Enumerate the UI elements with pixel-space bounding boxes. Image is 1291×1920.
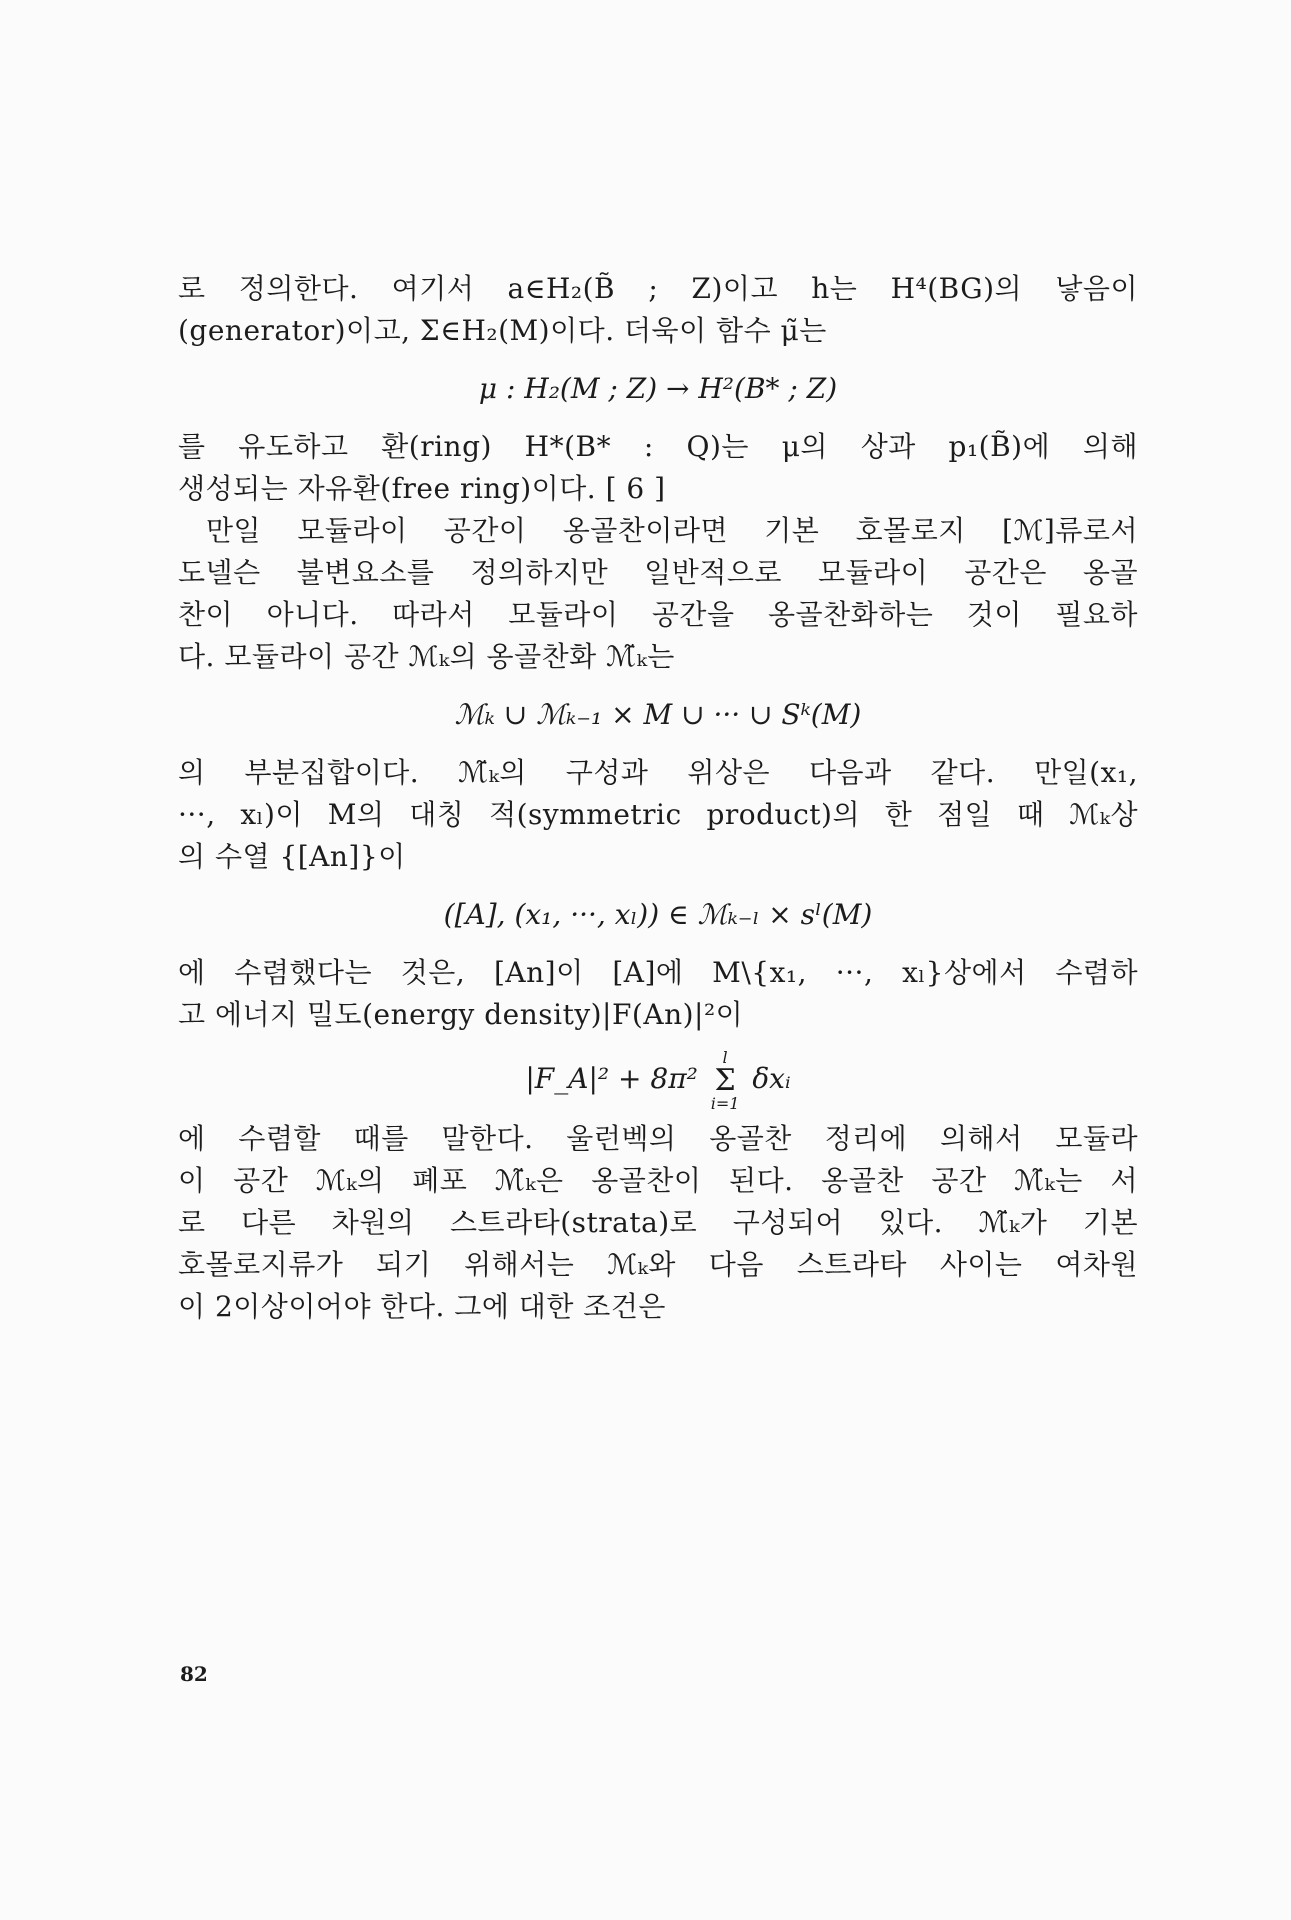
text-line: 찬이 아니다. 따라서 모듈라이 공간을 옹골찬화하는 것이 필요하 — [178, 598, 1138, 631]
text-line: 이 2이상이어야 한다. 그에 대한 조건은 — [178, 1290, 666, 1323]
text-line: ···, xₗ)이 M의 대칭 적(symmetric product)의 한 점일 때 ℳₖ상 — [178, 798, 1138, 831]
text-line: (generator)이고, Σ∈H₂(M)이다. 더욱이 함수 μ̃는 — [178, 314, 827, 347]
text-line: 고 에너지 밀도(energy density)|F(An)|²이 — [178, 998, 744, 1031]
text-line: 생성되는 자유환(free ring)이다. [ 6 ] — [178, 472, 666, 505]
text-line: 다. 모듈라이 공간 ℳₖ의 옹골찬화 ℳ̃ₖ는 — [178, 640, 675, 673]
text-line: 의 수열 {[An]}이 — [178, 840, 406, 873]
text-line: 를 유도하고 환(ring) H*(B* : Q)는 μ의 상과 p₁(B̃)에 의해 — [178, 430, 1138, 463]
text-line: 의 부분집합이다. ℳ̃ₖ의 구성과 위상은 다음과 같다. 만일(x₁, — [178, 756, 1138, 789]
text-line: 에 수렴했다는 것은, [An]이 [A]에 M\{x₁, ···, xₗ}상에서 수렴하 — [178, 956, 1138, 989]
equation: ℳₖ ∪ ℳₖ₋₁ × M ∪ ··· ∪ Sᵏ(M) — [454, 698, 862, 731]
equation: μ : H₂(M ; Z) → H²(B* ; Z) — [478, 372, 838, 405]
text-line: 로 다른 차원의 스트라타(strata)로 구성되어 있다. ℳ̃ₖ가 기본 — [178, 1206, 1138, 1239]
equation-summation — [178, 1044, 1138, 1114]
text-line: 호몰로지류가 되기 위해서는 ℳₖ와 다음 스트라타 사이는 여차원 — [178, 1248, 1138, 1281]
body-text — [178, 268, 1138, 1328]
text-line: 도넬슨 불변요소를 정의하지만 일반적으로 모듈라이 공간은 옹골 — [178, 556, 1138, 589]
equation-summation-body: |F_A|² + 8π² l Σ i=1 δxᵢ — [525, 1047, 791, 1113]
text-line: 로 정의한다. 여기서 a∈H₂(B̃ ; Z)이고 h는 H⁴(BG)의 낳음이 — [178, 272, 1138, 305]
page-number: 82 — [180, 1662, 208, 1686]
summation-sign: l Σ i=1 — [710, 1047, 740, 1113]
text-line: 에 수렴할 때를 말한다. 울런벡의 옹골찬 정리에 의해서 모듈라 — [178, 1122, 1138, 1155]
text-line: 만일 모듈라이 공간이 옹골찬이라면 기본 호몰로지 [ℳ]류로서 — [206, 514, 1138, 547]
text-line: 이 공간 ℳₖ의 폐포 ℳ̃ₖ은 옹골찬이 된다. 옹골찬 공간 ℳ̃ₖ는 서 — [178, 1164, 1138, 1197]
equation: ([A], (x₁, ···, xₗ)) ∈ ℳₖ₋ₗ × sˡ(M) — [443, 898, 873, 931]
